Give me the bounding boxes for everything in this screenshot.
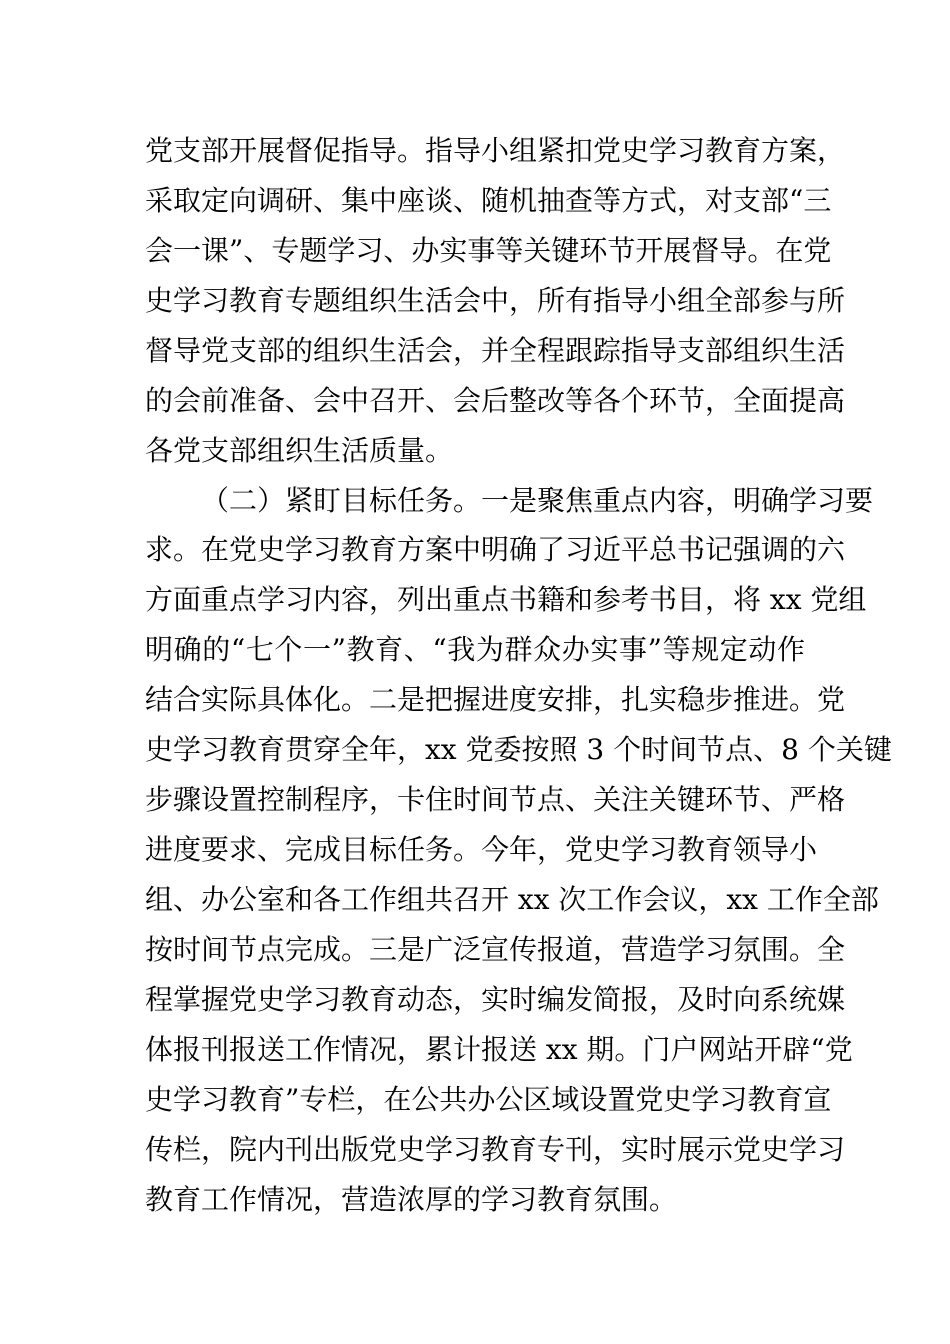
paragraph-2-line-14: 传栏，院内刊出版党史学习教育专刊，实时展示党史学习	[145, 1133, 846, 1166]
paragraph-2-line-13: 史学习教育”专栏，在公共办公区域设置党史学习教育宣	[145, 1083, 832, 1116]
paragraph-2-line-2: 求。在党史学习教育方案中明确了习近平总书记强调的六	[145, 533, 846, 566]
paragraph-2-line-15: 教育工作情况，营造浓厚的学习教育氛围。	[145, 1183, 678, 1216]
paragraph-1-line-1: 党支部开展督促指导。指导小组紧扣党史学习教育方案，	[145, 134, 846, 167]
paragraph-2-line-12: 体报刊报送工作情况，累计报送 xx 期。门户网站开辟“党	[145, 1033, 853, 1066]
paragraph-2-line-11: 程掌握党史学习教育动态，实时编发简报，及时向系统媒	[145, 983, 846, 1016]
paragraph-2-line-8: 进度要求、完成目标任务。今年，党史学习教育领导小	[145, 833, 818, 866]
paragraph-1-line-4: 史学习教育专题组织生活会中，所有指导小组全部参与所	[145, 284, 846, 317]
paragraph-1-line-7: 各党支部组织生活质量。	[145, 434, 454, 467]
paragraph-1-line-3: 会一课”、专题学习、办实事等关键环节开展督导。在党	[145, 234, 832, 267]
paragraph-2-line-6: 史学习教育贯穿全年，xx 党委按照 3 个时间节点、8 个关键	[145, 733, 892, 766]
paragraph-2-line-10: 按时间节点完成。三是广泛宣传报道，营造学习氛围。全	[145, 933, 846, 966]
paragraph-2-line-5: 结合实际具体化。二是把握进度安排，扎实稳步推进。党	[145, 683, 846, 716]
paragraph-2-line-3: 方面重点学习内容，列出重点书籍和参考书目，将 xx 党组	[145, 583, 867, 616]
paragraph-1-line-5: 督导党支部的组织生活会，并全程跟踪指导支部组织生活	[145, 334, 846, 367]
paragraph-2-line-9: 组、办公室和各工作组共召开 xx 次工作会议，xx 工作全部	[145, 883, 879, 916]
paragraph-1-line-2: 采取定向调研、集中座谈、随机抽查等方式，对支部“三	[145, 184, 832, 217]
paragraph-2-line-7: 步骤设置控制程序，卡住时间节点、关注关键环节、严格	[145, 783, 846, 816]
paragraph-1-line-6: 的会前准备、会中召开、会后整改等各个环节，全面提高	[145, 384, 846, 417]
paragraph-2-line-1: （二）紧盯目标任务。一是聚焦重点内容，明确学习要	[201, 484, 874, 517]
paragraph-2-line-4: 明确的“七个一”教育、“我为群众办实事”等规定动作	[145, 633, 805, 666]
